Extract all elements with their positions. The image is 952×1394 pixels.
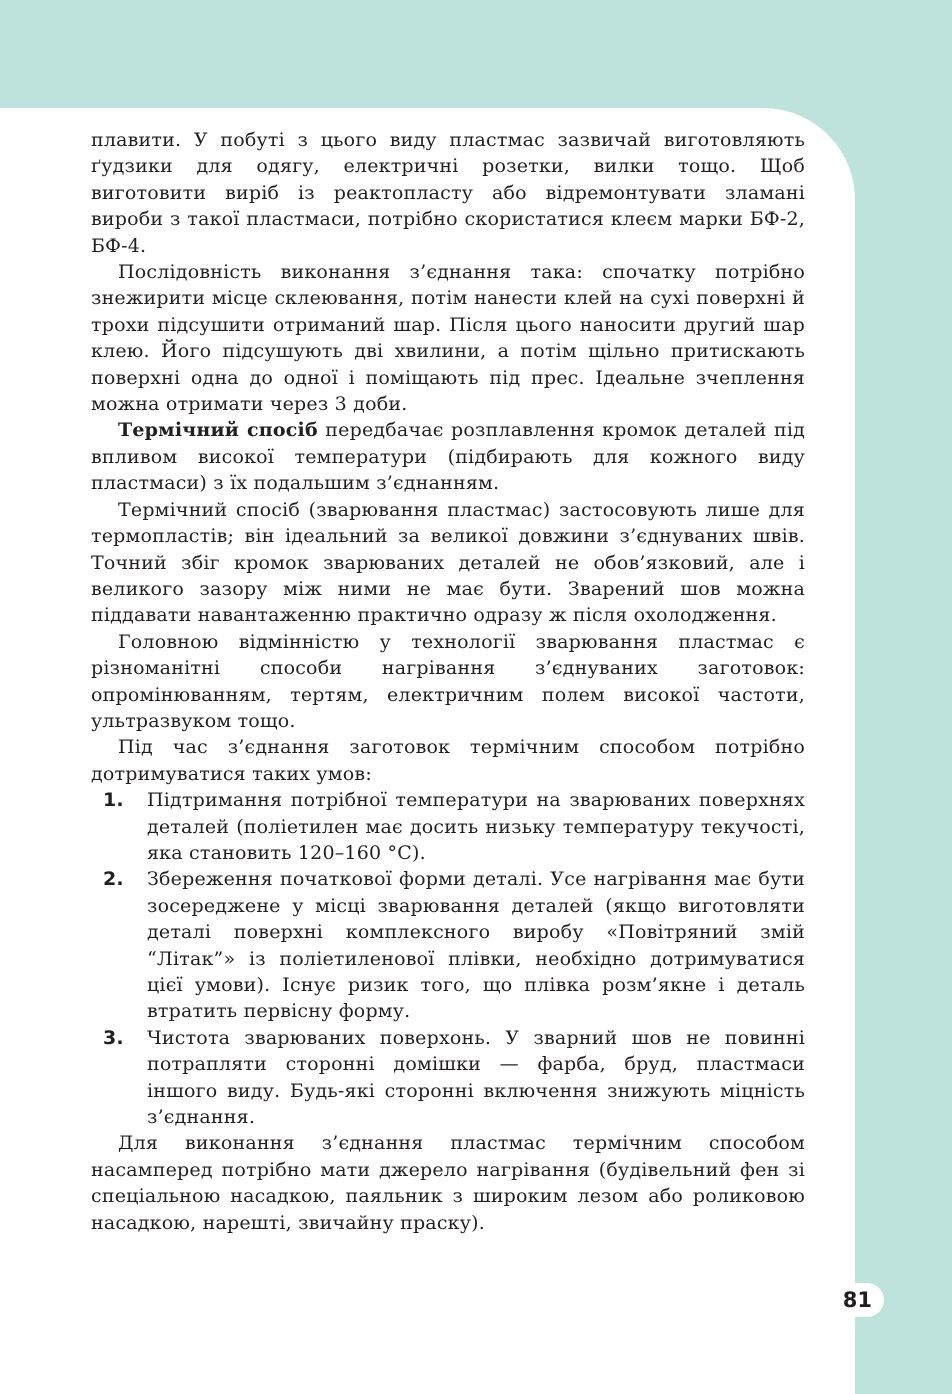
list-item [91,787,805,866]
paragraph: Для виконання з’єднання пластмас термічним способом насамперед потрібно мати джерело нагрівання (будівельний фен зі спеціальною насадкою, паяльник з широким лезом або роликовою насадкою, нарешті, звичайну праску). [91,1132,805,1234]
list-text: Чистота зварюваних поверхонь. У зварний шов не повинні потрапляти сторонні домішки — фарба, бруд, пластмаси іншого виду. Будь-які сторонні включення знижують міцність з’єднання. [147,1026,805,1129]
list-number: 1. [103,789,124,812]
list-number: 2. [103,868,124,891]
list-number: 3. [103,1026,124,1049]
list-text: Підтримання потрібної температури на зварюваних поверхнях деталей (поліетилен має досить низьку температуру текучості, яка становить 120–160 °С). [147,789,805,864]
paragraph-text: передбачає розплавлення кромок деталей під впливом високої температури (підбирають для кожного виду пластмаси) з їх подальшим з’єднанням. [91,419,805,495]
text-body [91,127,805,1236]
list-item [91,866,805,1024]
paragraph: Послідовність виконання з’єднання така: спочатку потрібно знежирити місце склеювання, потім нанести клей на сухі поверхні й трохи підсушити отриманий шар. Після цього наносити другий шар клею. Його підсушують дві хвилини, а потім щільно притискають поверхні одна до одної і поміщають під прес. Ідеальне зчеплення можна отримати через 3 доби. [91,261,805,416]
paragraph: Під час з’єднання заготовок термічним способом потрібно дотримуватися таких умов: [91,736,805,785]
list-item [91,1025,805,1131]
list-text: Збереження початкової форми деталі. Усе нагрівання має бути зосереджене у місці зварювання деталей (якщо виготовляти деталі поверхні комплексного виробу «Повітряний змій “Літак”» із поліетиленової плівки, необхідно дотримуватися цієї умови). Існує ризик того, що плівка розм’якне і деталь втратить первісну форму. [147,868,805,1023]
paragraph: плавити. У побуті з цього виду пластмас зазвичай виготовляють ґудзики для одягу, електричні розетки, вилки тощо. Щоб виготовити виріб із реактопласту або відремонтувати зламані вироби з такої пластмаси, потрібно скористатися клеєм марки БФ-2, БФ-4. [91,129,805,257]
paragraph: Термічний спосіб (зварювання пластмас) застосовують лише для термопластів; він ідеальний за великої довжини з’єднуваних швів. Точний збіг кромок зварюваних деталей не обов’язковий, але і великого зазору між ними не має бути. Зварений шов можна піддавати навантаженню практично одразу ж після охолодження. [91,498,805,627]
term-bold: Термічний спосіб [118,419,318,442]
paragraph: Головною відмінністю у технології зварювання пластмас є різноманітні способи нагрівання з’єднуваних заготовок: опромінюванням, тертям, електричним полем високої частоти, ультразвуком тощо. [91,630,805,732]
page-number: 81 [800,1283,884,1317]
paragraph [91,417,805,496]
